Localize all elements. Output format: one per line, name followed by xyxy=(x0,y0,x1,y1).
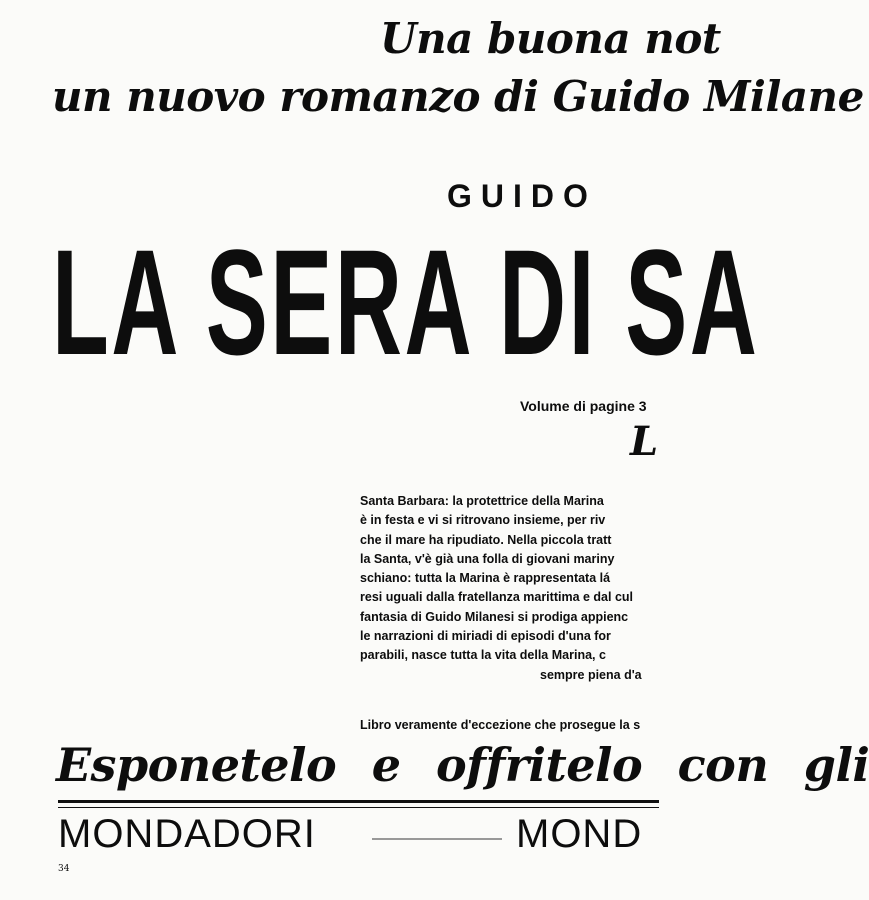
decorative-initial: L xyxy=(630,418,658,465)
description-line: la Santa, v'è già una folla di giovani mariny xyxy=(360,551,615,566)
description-line: Santa Barbara: la protettrice della Marina xyxy=(360,494,604,508)
description-line: che il mare ha ripudiato. Nella piccola tratt xyxy=(360,532,612,547)
description-line: parabili, nasce tutta la vita della Marina, c xyxy=(360,648,606,663)
brand-separator xyxy=(372,838,502,840)
author-name: GUIDO xyxy=(447,178,597,214)
description-line: sempre piena d'a xyxy=(540,667,642,682)
publisher-brand-left: MONDADORI xyxy=(58,812,316,856)
description-line: è in festa e vi si ritrovano insieme, per riv xyxy=(360,513,606,528)
description-paragraph xyxy=(360,492,680,685)
footer-rule-thick xyxy=(58,800,659,803)
headline-line-1: Una buona not xyxy=(380,14,721,63)
headline-line-2: un nuovo romanzo di Guido Milane xyxy=(52,72,864,121)
description-line: fantasia di Guido Milanesi si prodiga appienc xyxy=(360,609,629,624)
description-line: le narrazioni di miriadi di episodi d'una for xyxy=(360,629,611,644)
volume-info: Volume di pagine 3 xyxy=(520,398,647,414)
footer-rule-thin xyxy=(58,807,659,808)
description-line: schiano: tutta la Marina è rappresentata lá xyxy=(360,571,611,586)
publisher-brand-right: MOND xyxy=(516,812,643,856)
page-number: 34 xyxy=(58,864,70,874)
description-line: resi uguali dalla fratellanza marittima e dal cul xyxy=(360,590,634,605)
closing-sentence: Libro veramente d'eccezione che prosegue la s xyxy=(360,718,641,732)
call-to-action: Esponetelo e offritelo con gli xyxy=(56,738,869,792)
book-title: LA SERA DI SA xyxy=(52,218,760,386)
